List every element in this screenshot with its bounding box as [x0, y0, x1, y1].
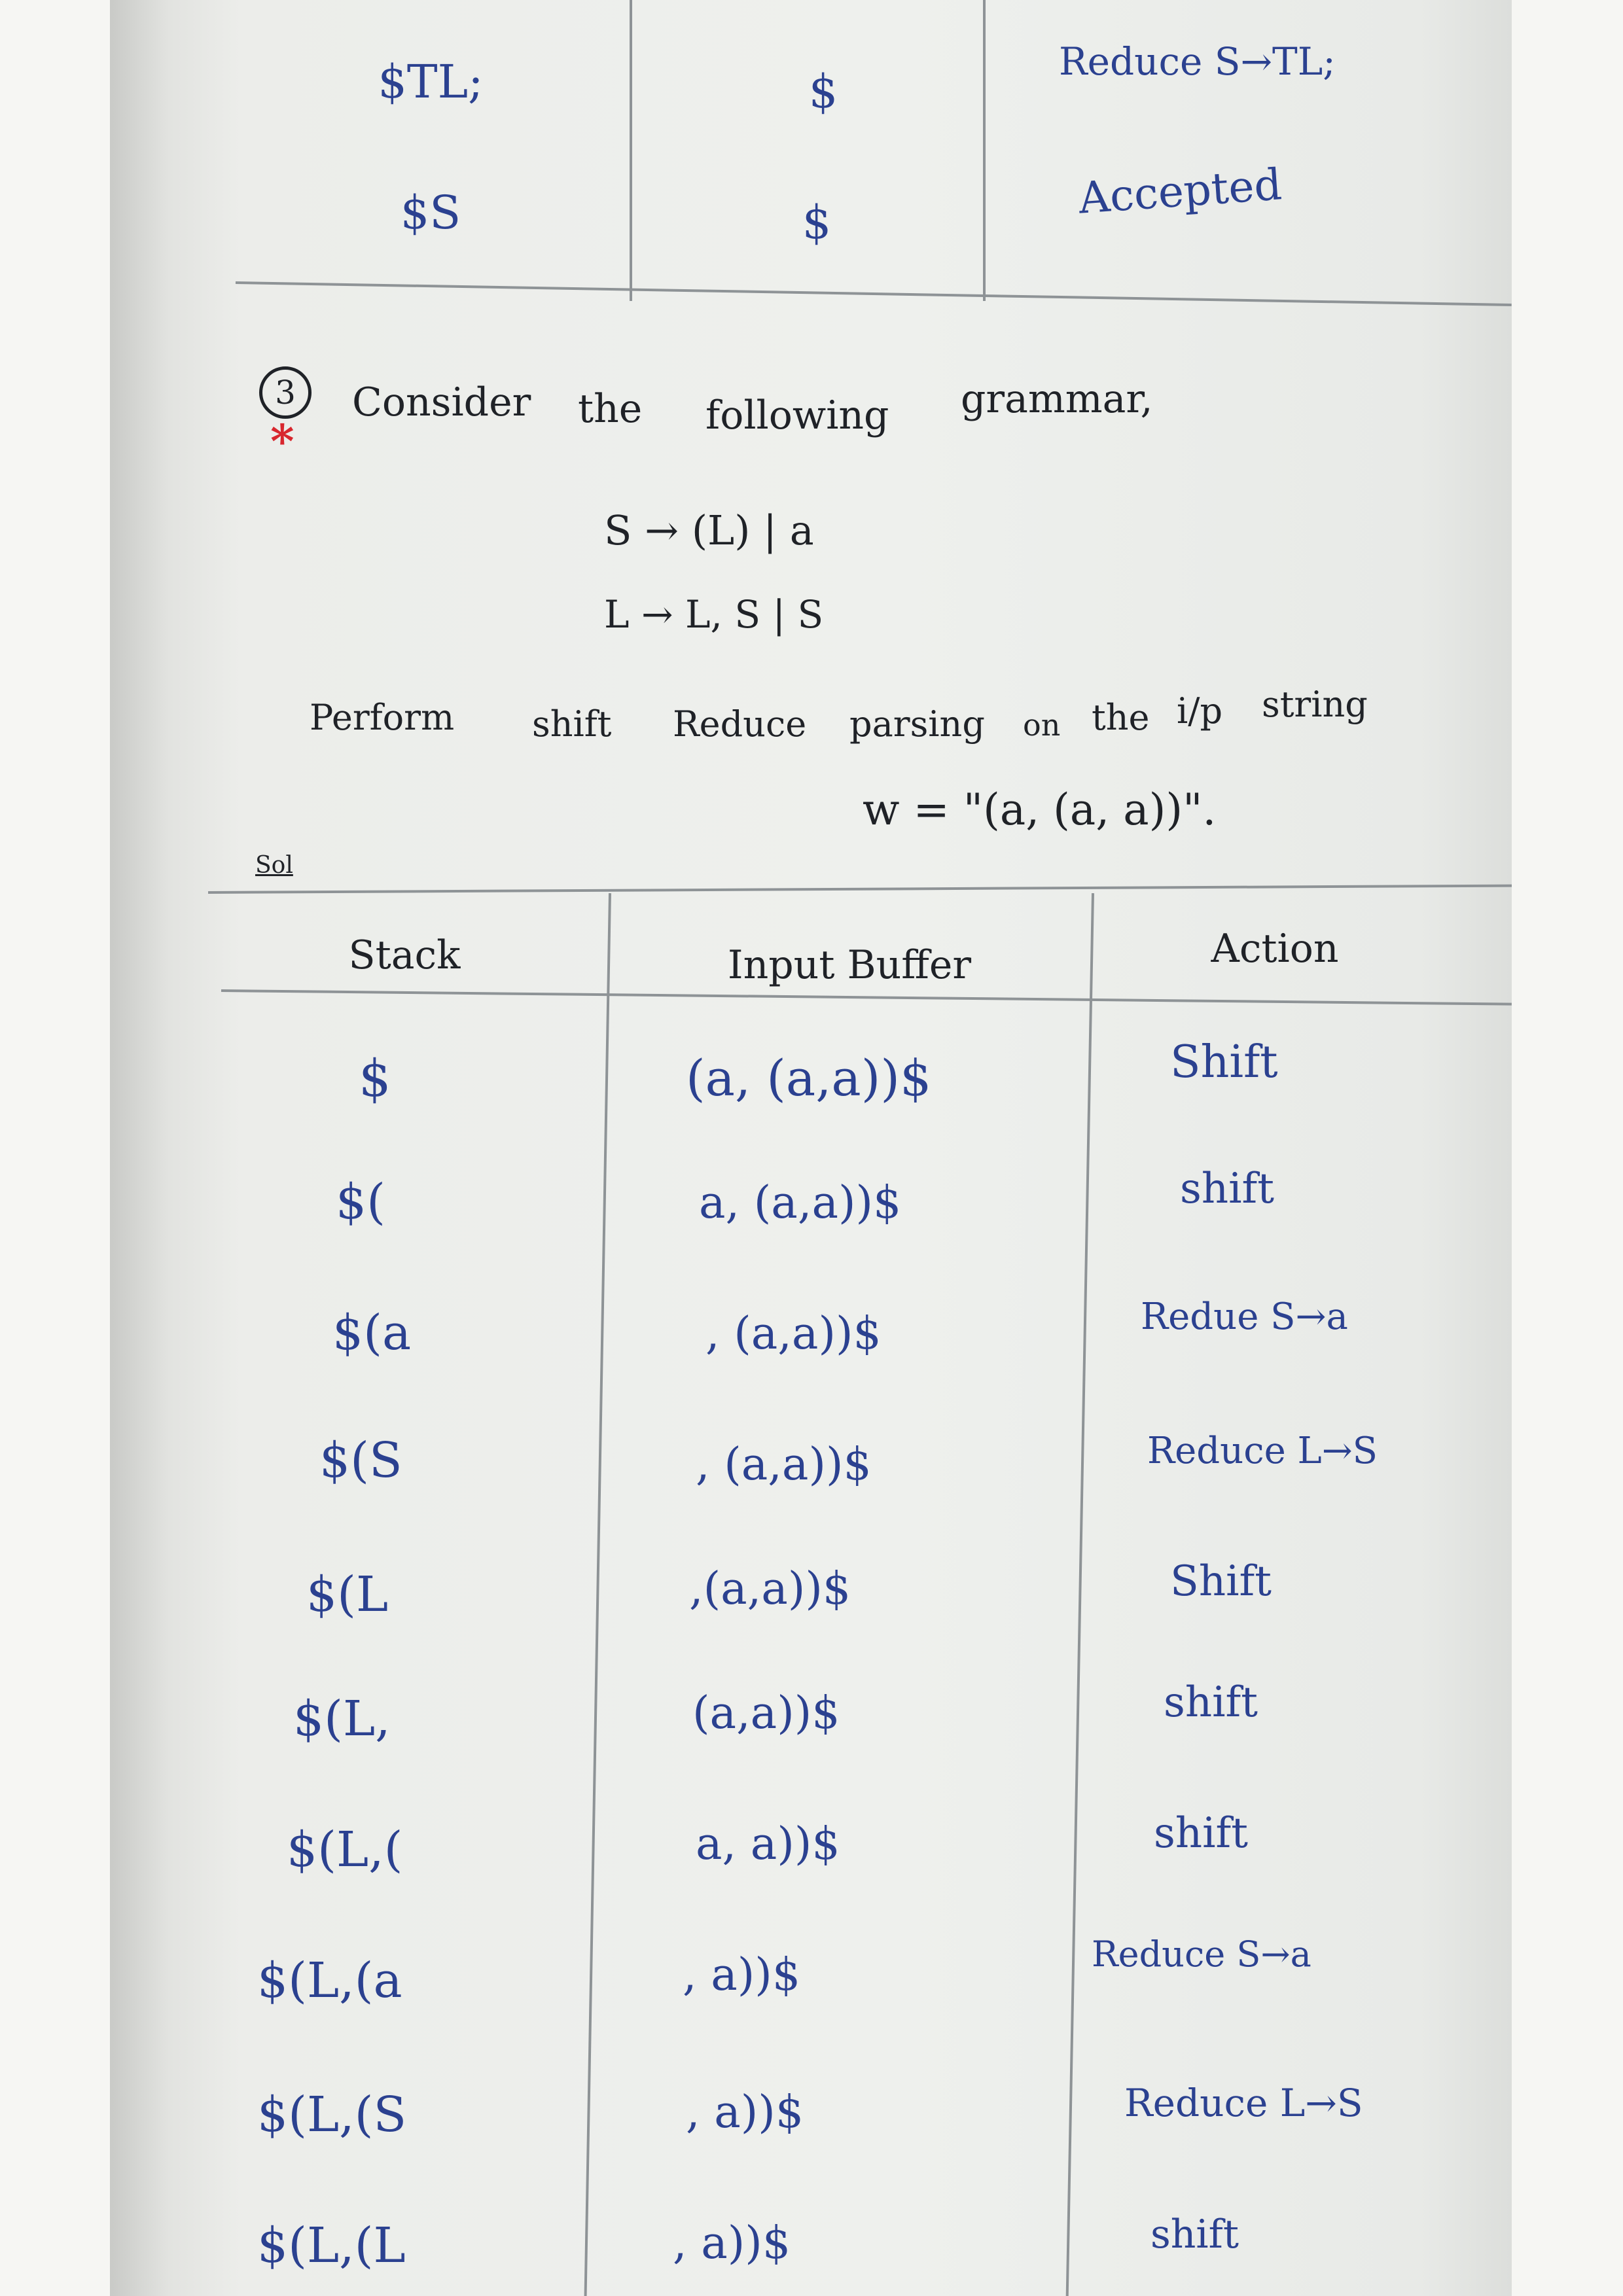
header-action: Action: [1211, 926, 1339, 972]
row-7-stack: $(L,(: [287, 1822, 403, 1878]
main-table-col-divider-1: [584, 893, 611, 2296]
row-8-action: Reduce S→a: [1092, 1934, 1311, 1975]
row-3-action: Redue S→a: [1141, 1296, 1348, 1338]
row-3-stack: $(a: [332, 1305, 412, 1361]
row-8-stack: $(L,(a: [257, 1952, 402, 2009]
grammar-rule-2: L → L, S | S: [604, 592, 824, 637]
star-mark: *: [270, 414, 294, 468]
left-background: [0, 0, 110, 2296]
row-2-stack: $(: [336, 1174, 385, 1230]
question-number-text: 3: [275, 374, 296, 412]
task-word-7: i/p: [1177, 690, 1223, 732]
top-row-1-action: Reduce S→TL;: [1059, 39, 1336, 84]
row-7-input: a, a))$: [696, 1818, 840, 1870]
row-4-action: Reduce L→S: [1147, 1430, 1378, 1472]
right-background: [1512, 0, 1623, 2296]
row-6-input: (a,a))$: [692, 1687, 840, 1739]
solution-label: Sol: [255, 852, 293, 879]
row-4-input: , (a,a))$: [696, 1439, 872, 1491]
notebook-page: [110, 0, 1512, 2296]
top-table-divider-1: [630, 0, 632, 301]
intro-word-4: grammar,: [961, 376, 1153, 422]
intro-word-3: following: [705, 393, 889, 438]
task-word-2: shift: [532, 703, 612, 745]
row-6-action: shift: [1164, 1678, 1258, 1727]
row-5-action: Shift: [1170, 1557, 1272, 1606]
row-1-input: (a, (a,a))$: [686, 1049, 932, 1107]
main-table-top-rule: [208, 885, 1512, 894]
task-word-6: the: [1092, 697, 1150, 738]
row-7-action: shift: [1154, 1809, 1248, 1858]
row-3-input: , (a,a))$: [705, 1308, 882, 1360]
task-word-5: on: [1023, 707, 1061, 743]
row-10-input: , a))$: [673, 2217, 791, 2269]
question-number: [259, 366, 312, 419]
row-1-action: Shift: [1170, 1036, 1278, 1088]
top-table-bottom-rule: [236, 281, 1512, 306]
header-input-buffer: Input Buffer: [727, 942, 972, 988]
intro-word-2: the: [578, 386, 643, 432]
row-10-stack: $(L,(L: [257, 2217, 406, 2274]
row-4-stack: $(S: [319, 1432, 402, 1489]
intro-word-1: Consider: [352, 380, 531, 425]
top-row-1-stack: $TL;: [378, 55, 484, 109]
header-stack: Stack: [348, 932, 461, 978]
top-row-2-action: Accepted: [1077, 159, 1284, 224]
main-table-col-divider-2: [1066, 893, 1094, 2296]
top-row-2-input: $: [802, 196, 832, 249]
task-word-3: Reduce: [673, 703, 807, 745]
grammar-rule-1: S → (L) | a: [604, 506, 814, 554]
top-row-1-input: $: [808, 65, 838, 118]
row-5-input: ,(a,a))$: [689, 1563, 851, 1615]
row-9-stack: $(L,(S: [257, 2087, 407, 2143]
top-row-2-stack: $S: [400, 186, 461, 239]
top-table-divider-2: [983, 0, 986, 301]
row-2-action: shift: [1180, 1165, 1274, 1213]
task-word-1: Perform: [310, 697, 455, 738]
main-table-header-rule: [221, 989, 1512, 1006]
task-word-4: parsing: [849, 703, 985, 745]
task-word-8: string: [1262, 684, 1368, 725]
row-8-input: , a))$: [683, 1949, 801, 2001]
row-6-stack: $(L,: [293, 1691, 391, 1747]
row-9-action: Reduce L→S: [1124, 2081, 1363, 2125]
input-string: w = "(a, (a, a))".: [863, 785, 1217, 835]
row-1-stack: $: [359, 1050, 391, 1108]
row-5-stack: $(L: [306, 1566, 389, 1623]
row-9-input: , a))$: [686, 2087, 804, 2138]
row-2-input: a, (a,a))$: [699, 1177, 902, 1229]
row-10-action: shift: [1150, 2212, 1239, 2257]
